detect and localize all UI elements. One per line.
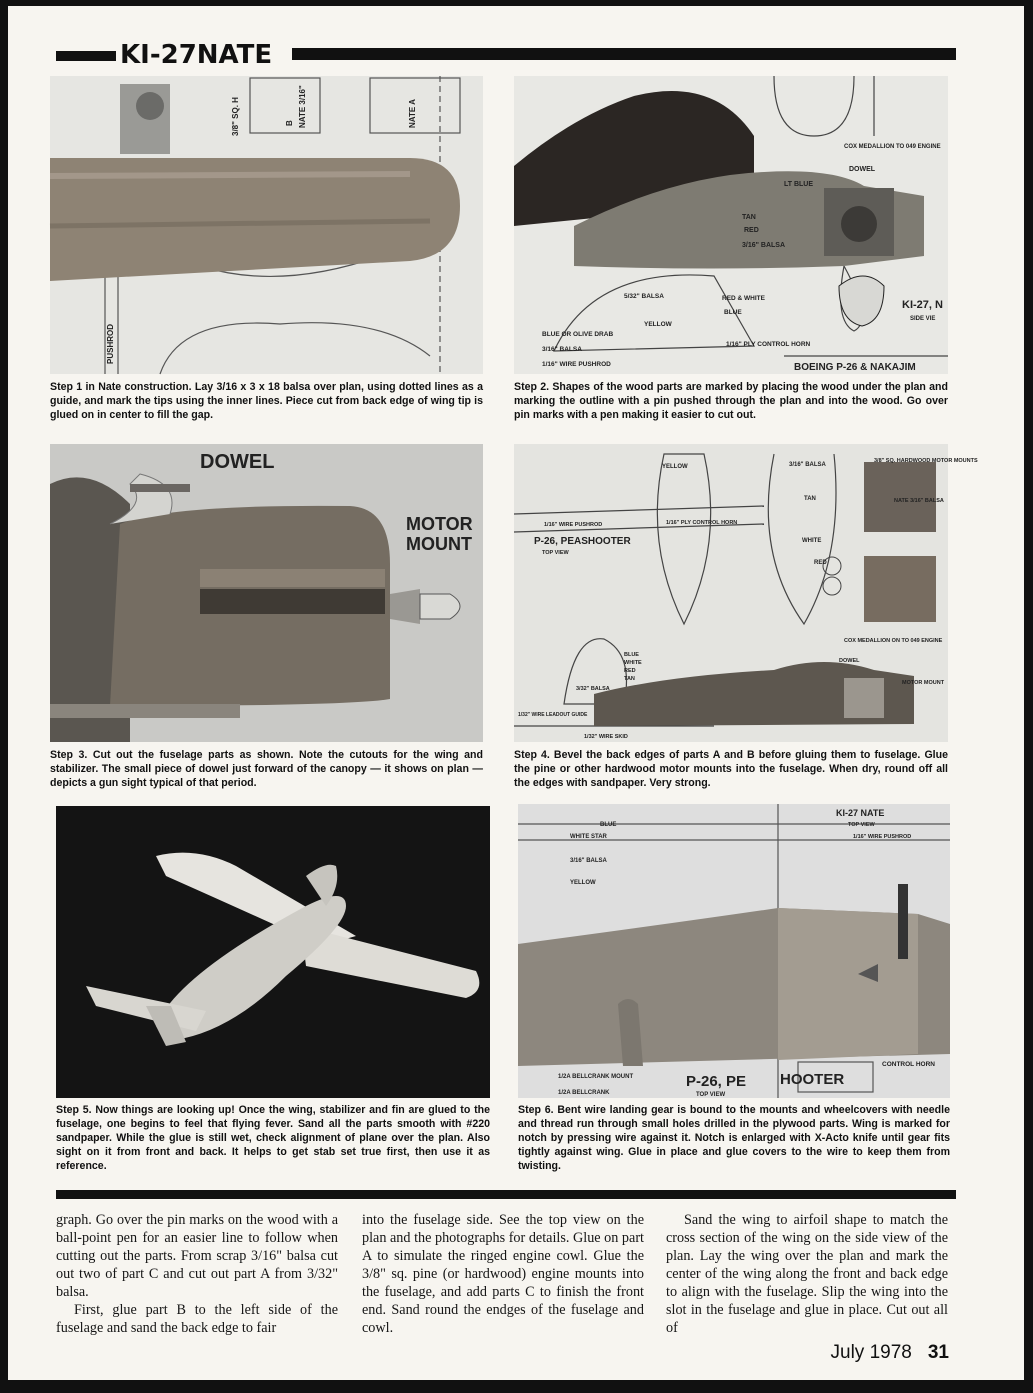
plan-label-topview: TOP VIEW (848, 822, 875, 828)
plan-label-lt-blue: LT BLUE (784, 181, 814, 188)
plan-label-tan2: TAN (624, 676, 635, 682)
header-rule-right (292, 48, 956, 60)
plan-label-control: CONTROL HORN (882, 1061, 935, 1068)
plan-label-balsa: 3/16" BALSA (570, 858, 607, 864)
photo-step-1 (50, 76, 483, 374)
plan-label-wire: 1/16" WIRE PUSHROD (853, 834, 912, 840)
caption-step-3: Step 3. Cut out the fuselage parts as shown. Note the cutouts for the wing and stabilizer. The small piece of dowel just forward of the canopy — it shows on plan — depicts a gun sight typical of that period. (50, 749, 483, 789)
plan-label-balsa2: 3/32" BALSA (576, 686, 610, 692)
article-title: KI-27NATE (120, 40, 273, 70)
plan-label-dowel: DOWEL (200, 451, 275, 473)
plan-label-motor: MOTOR MOUNT (902, 680, 945, 686)
header-rule-left (56, 51, 116, 61)
plan-label-peashooter: P-26, PEASHOOTER (534, 536, 631, 547)
caption-step-2: Step 2. Shapes of the wood parts are marked by placing the wood under the plan and marking the outline with a pin pushed through the plan and into the wood. Go over pin marks with a pen making it easier to cut out. (514, 381, 948, 421)
plan-label-ki27: KI-27 NATE (836, 808, 885, 818)
plan-label-hardwood: 3/8" SQ. HARDWOOD MOTOR MOUNTS (874, 458, 978, 464)
body-column-3 (666, 1211, 948, 1337)
plan-label-dowel: DOWEL (839, 658, 860, 664)
plan-label-blue: BLUE (724, 309, 742, 316)
plan-label-balsa: 3/16" BALSA (789, 462, 826, 468)
plan-label-red-white: RED & WHITE (722, 295, 765, 302)
plan-label-yellow: YELLOW (662, 464, 688, 470)
plan-label-red: RED (814, 560, 827, 566)
plan-label-hooter: HOOTER (780, 1071, 845, 1088)
plan-label-cox: COX MEDALLION TO 049 ENGINE (844, 144, 941, 150)
photo-step-4 (514, 444, 978, 742)
plan-label-nate-a: NATE A (408, 99, 417, 128)
plan-label-nate: NATE 3/16" BALSA (894, 498, 944, 504)
plan-label-ply: 1/16" PLY CONTROL HORN (666, 520, 738, 526)
plan-label-cox: COX MEDALLION ON TO 049 ENGINE (844, 638, 943, 644)
plan-label-mount: MOUNT (406, 534, 472, 554)
issue-date: July 1978 (830, 1342, 912, 1363)
caption-step-4: Step 4. Bevel the back edges of parts A and B before gluing them to fuselage. Glue the pine or other hardwood motor mounts into the fuselage. When dry, round off all the edges with sandpaper. Very strong. (514, 749, 948, 789)
plan-label-pushrod: PUSHROD (106, 323, 115, 364)
plan-label-motor: MOTOR (406, 514, 473, 534)
plan-label-side: SIDE VIE (910, 316, 936, 322)
caption-step-1: Step 1 in Nate construction. Lay 3/16 x 3 x 18 balsa over plan, using dotted lines as a guide, and mark the tips using the inner lines. Piece cut from back edge of wing tip is glued on in center to fill the gap. (50, 381, 483, 421)
plan-label-red2: RED (624, 668, 636, 674)
plan-label-yellow: YELLOW (570, 880, 596, 886)
caption-step-5: Step 5. Now things are looking up! Once the wing, stabilizer and fin are glued to the fuselage, one begins to feel that flying fever. Sand all the parts smooth with #220 sandpaper. While the glue is still wet, check alignment of plane over the plan. Also sight on it from front and back. It helps to get stab set true first, then use it as reference. (56, 1104, 490, 1172)
plan-label-olive: BLUE OR OLIVE DRAB (542, 331, 614, 338)
plan-label-topview: TOP VIEW (542, 550, 569, 556)
plan-label-balsa: 3/16" BALSA (742, 242, 785, 249)
body-column-1 (56, 1211, 338, 1337)
plan-label-blue: BLUE (624, 652, 639, 658)
photo-step-3 (50, 444, 483, 742)
plan-label-ply: 1/16" PLY CONTROL HORN (726, 341, 811, 348)
page-footer (831, 1342, 949, 1364)
plan-label-p26: P-26, PE (686, 1073, 747, 1090)
body-paragraph: graph. Go over the pin marks on the wood with a ball-point pen for an easier line to follow when cutting out the parts. From scrap 3/16" balsa cut out two of part C and cut out part A from 3/32" balsa. (56, 1212, 338, 1300)
magazine-page (8, 6, 1024, 1380)
plan-label-nate-b: B (285, 120, 294, 126)
plan-label-wire: 1/16" WIRE PUSHROD (544, 522, 603, 528)
plan-label-white2: WHITE (624, 660, 642, 666)
body-paragraph: First, glue part B to the left side of the fuselage and sand the back edge to fair (56, 1302, 338, 1336)
plan-label-ki27: KI-27, N (902, 299, 943, 311)
plan-label-lead: 1/32" WIRE LEADOUT GUIDE (518, 712, 588, 718)
plan-label-nate-b2: NATE 3/16" (298, 85, 307, 128)
plan-label-boeing: BOEING P-26 & NAKAJIM (794, 362, 916, 373)
photo-step-6 (518, 804, 950, 1098)
plan-label-sq-balsa: 5/32" BALSA (624, 293, 664, 300)
plan-label-blue: BLUE (600, 822, 617, 828)
plan-label-bellcrank: 1/2A BELLCRANK (558, 1090, 610, 1096)
plan-label-white-star: WHITE STAR (570, 834, 607, 840)
plan-label-tan: TAN (804, 496, 816, 502)
plan-label-pushrod: 1/16" WIRE PUSHROD (542, 361, 611, 368)
body-paragraph: Sand the wing to airfoil shape to match the cross section of the wing on the side view of the plan. Lay the wing over the plan and mark the center of the wing along the front and back edge to align with the fuselage. Slip the wing into the slot in the fuselage and glue in place. Cut out all of (666, 1212, 948, 1336)
photo-step-2 (514, 76, 948, 374)
plan-label-sq: 3/8" SQ. H (231, 97, 240, 136)
plan-label-yellow: YELLOW (644, 321, 672, 328)
plan-label-tan: TAN (742, 214, 756, 221)
photo-step-5 (56, 806, 490, 1098)
caption-step-6: Step 6. Bent wire landing gear is bound to the mounts and wheelcovers with needle and thread run through small holes drilled in the plywood parts. Wing is marked for notch by pressing wire against it. Notch is enlarged with X-Acto knife until gear fits tightly against wing. Glue in place and glue covers to the wire to keep them from twisting. (518, 1104, 950, 1172)
plan-label-topview2: TOP VIEW (696, 1092, 726, 1098)
section-divider (56, 1190, 956, 1199)
body-column-2 (362, 1211, 644, 1337)
article-header (56, 42, 956, 70)
plan-label-balsa2: 3/16" BALSA (542, 346, 582, 353)
plan-label-wire2: 1/32" WIRE SKID (584, 734, 628, 740)
body-paragraph: into the fuselage side. See the top view on the plan and the photographs for details. Glue on part A to simulate the ringed engine cowl. Glue the 3/8" sq. pine (or hardwood) engine mounts into the fuselage, and add parts C to finish the front end. Sand round the endges of the fuselage and cowl. (362, 1212, 644, 1336)
plan-label-mount: 1/2A BELLCRANK MOUNT (558, 1074, 634, 1080)
plan-label-white: WHITE (802, 538, 822, 544)
page-number: 31 (927, 1342, 949, 1363)
plan-label-dowel: DOWEL (849, 166, 876, 173)
plan-label-red: RED (744, 227, 759, 234)
